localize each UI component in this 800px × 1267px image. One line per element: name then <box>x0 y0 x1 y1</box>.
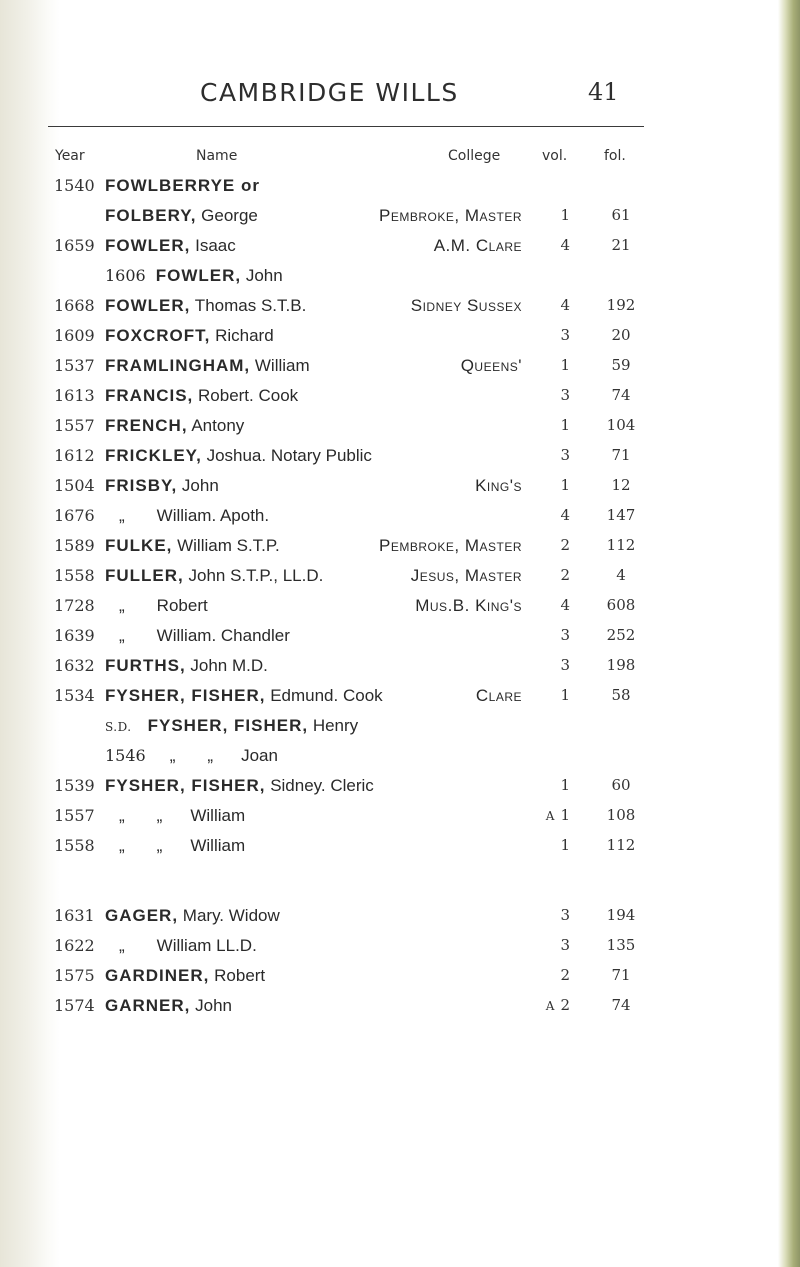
entry-year: 1612 <box>54 446 95 465</box>
entry-year: 1609 <box>54 326 95 345</box>
entry-folio: 20 <box>611 326 631 344</box>
entry-name <box>105 416 244 436</box>
entry-volume <box>560 296 570 314</box>
entry-folio: 104 <box>606 416 636 434</box>
entry-folio: 12 <box>611 476 631 494</box>
entry-volume <box>560 236 570 254</box>
entry-volume-number: 2 <box>560 566 570 584</box>
entry-surname: FYSHER, FISHER, <box>147 716 309 735</box>
entry-given-name: George <box>196 206 258 225</box>
entry-name <box>105 996 232 1016</box>
entry-given-name: William <box>190 806 246 825</box>
entry-name <box>105 906 280 926</box>
entry-volume-number: 3 <box>560 906 570 924</box>
entry-given-name: Mary. Widow <box>178 906 280 925</box>
entry-name <box>105 386 298 406</box>
entry-folio: 60 <box>611 776 631 794</box>
entry-volume-number: 3 <box>560 936 570 954</box>
will-entry-row <box>0 596 800 626</box>
entry-year: 1575 <box>54 966 95 985</box>
entry-given-name: Robert <box>209 966 266 985</box>
entry-year: 1504 <box>54 476 95 495</box>
entry-surname: FRENCH, <box>105 416 188 435</box>
entry-year: 1639 <box>54 626 95 645</box>
page-title: CAMBRIDGE WILLS <box>200 78 459 107</box>
ditto-mark: „ <box>207 746 214 765</box>
entry-name <box>105 506 269 526</box>
will-entry-row <box>0 996 800 1026</box>
entry-surname: FOXCROFT, <box>105 326 211 345</box>
entry-volume <box>560 356 570 374</box>
ditto-mark: „ <box>156 806 163 825</box>
will-entry-row <box>0 626 800 656</box>
entry-surname: FRANCIS, <box>105 386 194 405</box>
entry-name <box>105 656 268 676</box>
entry-name <box>105 566 323 586</box>
entry-year: 1558 <box>54 836 95 855</box>
entry-folio: 194 <box>606 906 636 924</box>
entry-year: 1558 <box>54 566 95 585</box>
will-entry-row <box>0 356 800 386</box>
entry-folio: 74 <box>611 996 631 1014</box>
entry-year: 1537 <box>54 356 95 375</box>
ditto-mark: „ <box>119 936 125 955</box>
entry-college: Pembroke, Master <box>379 536 522 555</box>
entry-volume-number: 2 <box>560 536 570 554</box>
entry-college: Mus.B. King's <box>415 596 522 615</box>
ditto-mark: „ <box>169 746 176 765</box>
entry-surname: FRAMLINGHAM, <box>105 356 251 375</box>
entry-college: Queens' <box>460 356 522 375</box>
entry-name <box>105 936 257 956</box>
entry-volume <box>560 566 570 584</box>
entry-college: Jesus, Master <box>410 566 522 585</box>
entry-surname: FULLER, <box>105 566 184 585</box>
column-header-vol: vol. <box>542 148 568 164</box>
entry-surname: FOLBERY, <box>105 206 197 225</box>
entry-year: 1668 <box>54 296 95 315</box>
entry-volume <box>560 596 570 614</box>
entry-name <box>105 806 245 826</box>
entry-given-name: Edmund. Cook <box>265 686 383 705</box>
entry-folio: 61 <box>611 206 631 224</box>
entry-surname: FOWLER, <box>105 296 191 315</box>
entry-name <box>105 776 374 796</box>
ditto-mark: „ <box>119 506 125 525</box>
will-entry-row <box>0 236 800 266</box>
entry-year: 1659 <box>54 236 95 255</box>
entry-folio: 147 <box>606 506 636 524</box>
entry-folio: 198 <box>606 656 636 674</box>
entry-volume-number: 1 <box>560 206 570 224</box>
entry-given-name: Sidney. Cleric <box>265 776 374 795</box>
entry-folio: 71 <box>611 446 631 464</box>
page-number: 41 <box>588 78 619 106</box>
entry-year: 1557 <box>54 806 95 825</box>
will-entry-row <box>0 686 800 716</box>
entry-given-name: Joan <box>241 746 278 765</box>
ditto-mark: „ <box>119 806 125 825</box>
column-header-fol: fol. <box>604 148 626 164</box>
entry-year: 1632 <box>54 656 95 675</box>
entry-year: 1631 <box>54 906 95 925</box>
entry-given-name: John <box>241 266 283 285</box>
entry-folio: 59 <box>611 356 631 374</box>
will-entry-row <box>0 836 800 866</box>
entry-given-name: Henry <box>308 716 359 735</box>
entry-given-name: Joshua. Notary Public <box>201 446 372 465</box>
entry-volume <box>560 326 570 344</box>
entry-college: Clare <box>475 686 522 705</box>
will-entry-row <box>0 966 800 996</box>
entry-volume-number: 1 <box>560 416 570 434</box>
entry-year: 1574 <box>54 996 95 1015</box>
entry-volume-number: 3 <box>560 446 570 464</box>
ditto-mark: „ <box>119 836 125 855</box>
ditto-mark: „ <box>156 836 163 855</box>
entry-volume-number: 3 <box>560 656 570 674</box>
entry-year: 1589 <box>54 536 95 555</box>
ditto-mark: „ <box>119 596 125 615</box>
will-entry-row <box>0 936 800 966</box>
entry-volume-number: 1 <box>560 836 570 854</box>
entry-volume <box>560 776 570 794</box>
will-entry-row <box>0 296 800 326</box>
entry-volume-number: 2 <box>560 996 570 1014</box>
entry-given-name: John M.D. <box>185 656 268 675</box>
entry-college: Sidney Sussex <box>410 296 522 315</box>
entry-college: King's <box>475 476 522 495</box>
entry-volume <box>560 386 570 404</box>
entry-volume <box>560 446 570 464</box>
column-header-year: Year <box>55 148 85 164</box>
will-entry-row <box>0 536 800 566</box>
will-entry-row <box>0 326 800 356</box>
will-entry-row <box>0 566 800 596</box>
entry-surname: FYSHER, FISHER, <box>105 686 266 705</box>
entry-college: A.M. Clare <box>433 236 522 255</box>
entry-given-name: John S.T.P., LL.D. <box>183 566 324 585</box>
entry-surname: FOWLER, <box>155 266 242 285</box>
entry-volume <box>560 906 570 924</box>
entry-volume <box>560 536 570 554</box>
entry-folio: 74 <box>611 386 631 404</box>
entry-surname: GARDINER, <box>105 966 210 985</box>
entry-year: 1728 <box>54 596 95 615</box>
entry-folio: 608 <box>606 596 636 614</box>
entry-year: 1613 <box>54 386 95 405</box>
entry-volume <box>560 206 570 224</box>
entry-volume <box>546 996 570 1014</box>
will-entry-row <box>0 416 800 446</box>
entry-folio: 135 <box>606 936 636 954</box>
entry-volume <box>560 476 570 494</box>
entry-volume <box>560 416 570 434</box>
column-header-name: Name <box>196 148 238 164</box>
entry-given-name: William. Apoth. <box>156 506 270 525</box>
entry-surname: FRISBY, <box>105 476 178 495</box>
entry-given-name: William <box>190 836 246 855</box>
entry-volume-number: 3 <box>560 626 570 644</box>
entry-name <box>105 966 265 986</box>
entry-year: 1539 <box>54 776 95 795</box>
ditto-mark: „ <box>119 626 125 645</box>
entry-volume <box>546 806 570 824</box>
entry-name <box>105 536 280 556</box>
entry-college: Pembroke, Master <box>379 206 522 225</box>
entry-year: 1540 <box>54 176 95 195</box>
will-entry-row <box>0 906 800 936</box>
entry-surname: FOWLBERRYE or <box>105 176 260 195</box>
entry-sd-note: S.D. <box>105 720 132 734</box>
entry-folio: 4 <box>616 566 626 584</box>
entry-volume <box>560 506 570 524</box>
will-entry-row <box>0 746 800 776</box>
entry-name <box>105 326 274 346</box>
entry-volume-number: 2 <box>560 966 570 984</box>
entry-volume-number: 1 <box>560 476 570 494</box>
will-entry-row <box>0 176 800 206</box>
entry-given-name: Robert <box>156 596 208 615</box>
entry-name <box>105 716 358 736</box>
entry-volume-prefix: A <box>545 809 555 823</box>
entry-volume <box>560 966 570 984</box>
entry-given-name: William LL.D. <box>156 936 257 955</box>
entry-year: 1676 <box>54 506 95 525</box>
will-entry-row <box>0 806 800 836</box>
entry-volume <box>560 656 570 674</box>
entry-name <box>105 476 219 496</box>
entry-given-name: Robert. Cook <box>193 386 299 405</box>
entry-name <box>105 356 310 376</box>
entry-year: 1557 <box>54 416 95 435</box>
entry-name <box>105 296 306 316</box>
entry-surname: FYSHER, FISHER, <box>105 776 266 795</box>
entry-given-name: William S.T.P. <box>172 536 280 555</box>
entry-name <box>105 746 278 766</box>
entry-sub-year: 1546 <box>105 746 146 765</box>
will-entry-row <box>0 656 800 686</box>
entry-volume-number: 1 <box>560 686 570 704</box>
entry-folio: 58 <box>611 686 631 704</box>
entry-volume-number: 4 <box>560 596 570 614</box>
entry-volume <box>560 626 570 644</box>
will-entry-row <box>0 206 800 236</box>
entry-volume-number: 4 <box>560 236 570 254</box>
entry-surname: FOWLER, <box>105 236 191 255</box>
entry-surname: FULKE, <box>105 536 173 555</box>
entry-folio: 112 <box>606 836 636 854</box>
entry-year: 1534 <box>54 686 95 705</box>
entry-sub-year: 1606 <box>105 266 146 285</box>
will-entry-row <box>0 386 800 416</box>
entry-surname: GAGER, <box>105 906 179 925</box>
entry-given-name: Richard <box>210 326 274 345</box>
entry-name <box>105 206 258 226</box>
entry-volume-number: 4 <box>560 506 570 524</box>
entry-name <box>105 236 236 256</box>
will-entry-row <box>0 476 800 506</box>
entry-name <box>105 446 372 466</box>
entry-given-name: William <box>250 356 310 375</box>
entry-volume <box>560 686 570 704</box>
entry-name <box>105 596 208 616</box>
will-entry-row <box>0 506 800 536</box>
entry-volume <box>560 936 570 954</box>
header-rule <box>48 126 644 127</box>
entry-volume-number: 1 <box>560 356 570 374</box>
entry-volume-prefix: A <box>545 999 555 1013</box>
column-header-college: College <box>448 148 501 164</box>
entry-name <box>105 626 290 646</box>
entry-volume <box>560 836 570 854</box>
entry-volume-number: 3 <box>560 386 570 404</box>
entry-volume-number: 4 <box>560 296 570 314</box>
entry-folio: 192 <box>606 296 636 314</box>
entry-given-name: Antony <box>187 416 245 435</box>
will-entry-row <box>0 776 800 806</box>
entry-name <box>105 836 245 856</box>
entry-given-name: Thomas S.T.B. <box>190 296 307 315</box>
entry-folio: 112 <box>606 536 636 554</box>
entry-name <box>105 686 383 706</box>
entry-folio: 71 <box>611 966 631 984</box>
entry-volume-number: 3 <box>560 326 570 344</box>
entry-surname: FURTHS, <box>105 656 186 675</box>
entry-surname: FRICKLEY, <box>105 446 202 465</box>
entry-folio: 108 <box>606 806 636 824</box>
entry-folio: 252 <box>606 626 636 644</box>
entry-year: 1622 <box>54 936 95 955</box>
entry-name <box>105 176 260 196</box>
entry-volume-number: 1 <box>560 776 570 794</box>
entry-given-name: John <box>190 996 232 1015</box>
entry-surname: GARNER, <box>105 996 191 1015</box>
will-entry-row <box>0 266 800 296</box>
entry-given-name: John <box>177 476 219 495</box>
entry-given-name: William. Chandler <box>156 626 290 645</box>
will-entry-row <box>0 716 800 746</box>
entry-volume-number: 1 <box>560 806 570 824</box>
will-entry-row <box>0 446 800 476</box>
entry-given-name: Isaac <box>190 236 236 255</box>
entry-name <box>105 266 283 286</box>
entry-folio: 21 <box>611 236 631 254</box>
